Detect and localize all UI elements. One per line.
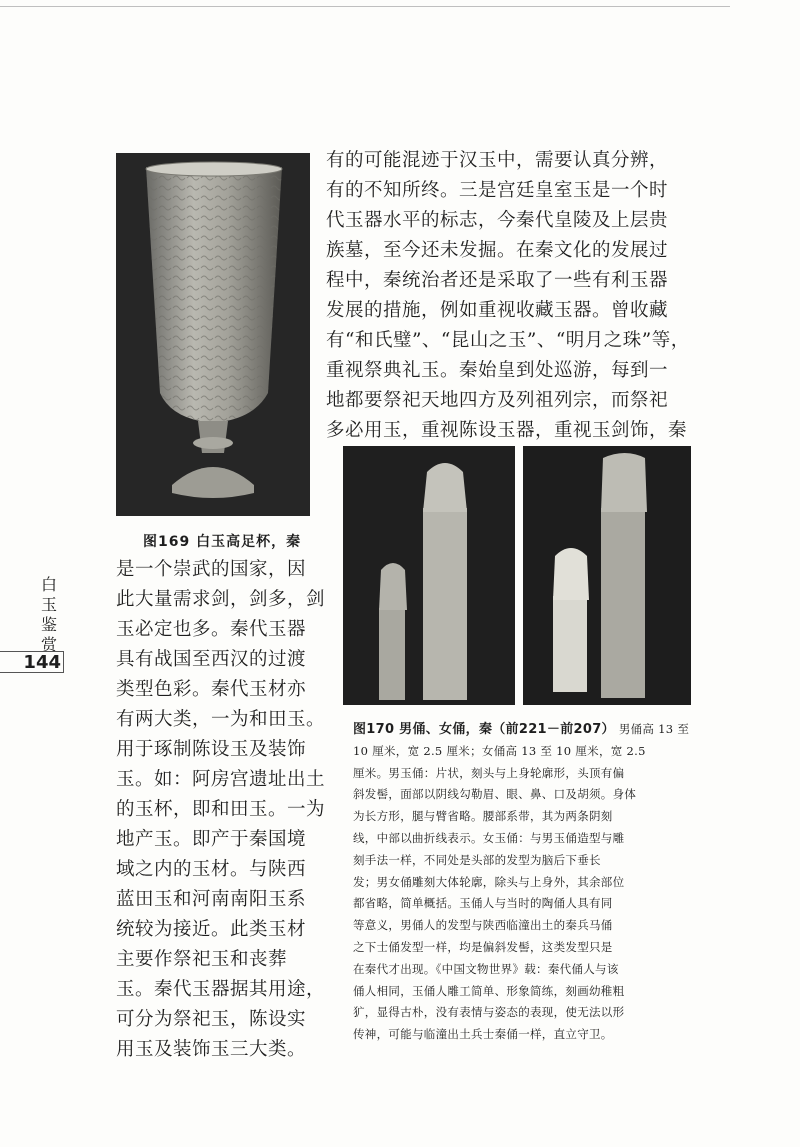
caption-line: 之下士俑发型一样，均是偏斜发髻，这类发型只是 bbox=[353, 939, 613, 954]
text-line: 多必用玉，重视陈设玉器，重视玉剑饰，秦 bbox=[326, 420, 688, 441]
text-line: 用玉及装饰玉三大类。 bbox=[116, 1039, 307, 1060]
top-rule bbox=[0, 0, 730, 7]
text-line: 有“和氏璧”、“昆山之玉”、“明月之珠”等， bbox=[326, 330, 690, 351]
text-line: 有两大类，一为和田玉。 bbox=[116, 709, 326, 730]
figure-170-caption bbox=[353, 719, 698, 1046]
text-line: 蓝田玉和河南南阳玉系 bbox=[116, 889, 307, 910]
text-line: 用于琢制陈设玉及装饰 bbox=[116, 739, 307, 760]
text-line: 有的可能混迹于汉玉中，需要认真分辨， bbox=[326, 150, 669, 171]
side-title-char: 鉴 bbox=[40, 615, 57, 634]
text-line: 类型色彩。秦代玉材亦 bbox=[116, 679, 307, 700]
caption-line: 都省略，简单概括。玉俑人与当时的陶俑人具有同 bbox=[353, 896, 613, 911]
caption-line: 10 厘米，宽 2.5 厘米；女俑高 13 至 10 厘米，宽 2.5 bbox=[353, 743, 646, 758]
text-line: 具有战国至西汉的过渡 bbox=[116, 649, 307, 670]
side-title-char: 玉 bbox=[40, 595, 57, 614]
jade-figurines-photo-left bbox=[343, 446, 515, 705]
text-line: 代玉器水平的标志，今秦代皇陵及上层贵 bbox=[326, 210, 669, 231]
text-line: 地都要祭祀天地四方及列祖列宗，而祭祀 bbox=[326, 390, 669, 411]
left-text-column bbox=[116, 555, 325, 1065]
text-line: 玉。秦代玉器据其用途， bbox=[116, 979, 326, 1000]
caption-first-rest: 男俑高 13 至 bbox=[618, 722, 690, 736]
text-line: 此大量需求剑，剑多，剑 bbox=[116, 589, 326, 610]
text-line: 有的不知所终。三是宫廷皇室玉是一个时 bbox=[326, 180, 669, 201]
text-line: 主要作祭祀玉和丧葬 bbox=[116, 949, 288, 970]
text-line: 玉必定也多。秦代玉器 bbox=[116, 619, 307, 640]
white-jade-cup-photo bbox=[116, 153, 310, 516]
page-number: 144 bbox=[0, 651, 64, 673]
caption-line: 刻手法一样，不同处是头部的发型为脑后下垂长 bbox=[353, 852, 601, 867]
text-line: 可分为祭祀玉，陈设实 bbox=[116, 1009, 307, 1030]
side-title-char: 赏 bbox=[40, 635, 57, 654]
text-line: 族墓，至今还未发掘。在秦文化的发展过 bbox=[326, 240, 669, 261]
text-line: 程中，秦统治者还是采取了一些有利玉器 bbox=[326, 270, 669, 291]
text-line: 地产玉。即产于秦国境 bbox=[116, 829, 307, 850]
caption-line: 传神，可能与临潼出土兵士秦俑一样，直立守卫。 bbox=[353, 1027, 613, 1042]
caption-line: 在秦代才出现。《中国文物世界》载：秦代俑人与该 bbox=[353, 961, 619, 976]
text-line: 域之内的玉材。与陕西 bbox=[116, 859, 307, 880]
caption-line: 俑人相同，玉俑人雕工简单、形象简练，刻画幼稚粗 bbox=[353, 983, 625, 998]
text-line: 是一个崇武的国家，因 bbox=[116, 559, 307, 580]
side-title-char: 白 bbox=[40, 575, 57, 594]
caption-line bbox=[353, 719, 698, 741]
figure-169-caption: 图169 白玉高足杯，秦 bbox=[143, 534, 302, 550]
right-text-column bbox=[326, 146, 690, 446]
caption-line: 等意义，男俑人的发型与陕西临潼出土的秦兵马俑 bbox=[353, 918, 613, 933]
jade-figurines-photo-right bbox=[523, 446, 691, 705]
text-line: 玉。如：阿房宫遗址出土 bbox=[116, 769, 326, 790]
text-line: 统较为接近。此类玉材 bbox=[116, 919, 307, 940]
caption-line: 厘米。男玉俑：片状，刻头与上身轮廓形，头顶有偏 bbox=[353, 765, 625, 780]
text-line: 发展的措施，例如重视收藏玉器。曾收藏 bbox=[326, 300, 669, 321]
text-line: 的玉杯，即和田玉。一为 bbox=[116, 799, 326, 820]
caption-line: 为长方形，腿与臂省略。腰部系带，其为两条阴刻 bbox=[353, 809, 613, 824]
caption-line: 犷，显得古朴，没有表情与姿态的表现，使无法以形 bbox=[353, 1005, 625, 1020]
side-running-title bbox=[39, 575, 59, 655]
figure-170-title: 图170 男俑、女俑，秦（前221－前207） bbox=[353, 722, 615, 737]
text-line: 重视祭典礼玉。秦始皇到处巡游，每到一 bbox=[326, 360, 669, 381]
caption-line: 线，中部以曲折线表示。女玉俑：与男玉俑造型与雕 bbox=[353, 830, 625, 845]
caption-line: 发；男女俑雕刻大体轮廓，除头与上身外，其余部位 bbox=[353, 874, 625, 889]
caption-line: 斜发髻，面部以阴线勾勒眉、眼、鼻、口及胡须。身体 bbox=[353, 787, 637, 802]
